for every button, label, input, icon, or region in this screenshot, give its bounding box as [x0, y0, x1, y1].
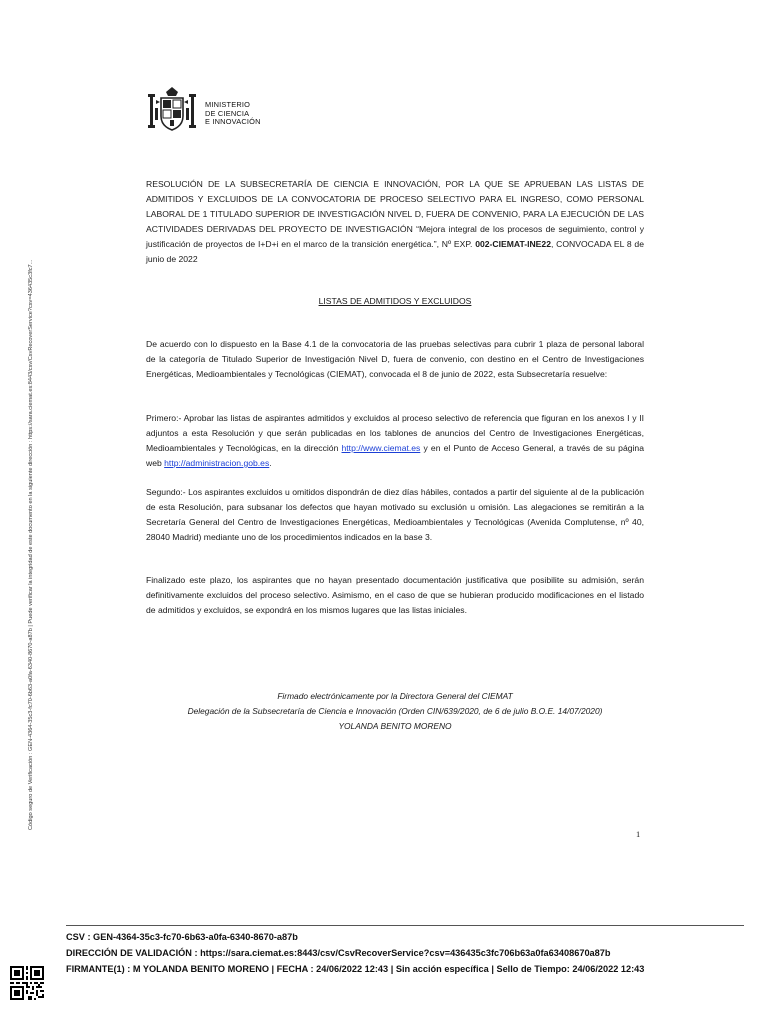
signature-name: YOLANDA BENITO MORENO: [338, 721, 452, 731]
section-heading: LISTAS DE ADMITIDOS Y EXCLUIDOS: [318, 296, 472, 306]
final-paragraph: Finalizado este plazo, los aspirantes que no hayan presentado documentación justificativa que posibilite su admisión, serán definitivamente excluidos del proceso selectivo. Asimismo, en el caso de que se hubieran producido modificaciones en el listado de admitidos y excluidos, se expondrá en los mismos lugares que las listas iniciales.: [146, 575, 644, 615]
exp-code: 002-CIEMAT-INE22: [475, 239, 551, 249]
qr-code-icon: [10, 966, 44, 1000]
ministry-line-2: DE CIENCIA: [205, 108, 250, 118]
primero-end: .: [269, 458, 272, 468]
ministry-line-3: E INNOVACIÓN: [205, 117, 261, 127]
resolution-title: [146, 177, 644, 267]
ministry-name: [205, 101, 261, 127]
primero-text: Primero:- Aprobar las listas de aspirantes admitidos y excluidos al proceso selectivo de referencia que figuran en los anexos I y II adjuntos a esta Resolución y que serán publicadas en los tablones de anuncios del Centro de Investigaciones Energéticas, Medioambientales y Tecnológicas, en la dirección: [146, 413, 644, 453]
signer-info: FIRMANTE(1) : M YOLANDA BENITO MORENO | FECHA : 24/06/2022 12:43 | Sin acción específica | Sello de Tiempo: 24/06/2022 12:43: [66, 964, 645, 974]
coat-of-arms-icon: [146, 86, 198, 136]
ciemat-link[interactable]: http://www.ciemat.es: [341, 443, 421, 453]
signature-line-2: Delegación de la Subsecretaría de Ciencia e Innovación (Orden CIN/639/2020, de 6 de julio B.O.E. 14/07/2020): [187, 706, 603, 716]
signature-line-1: Firmado electrónicamente por la Directora General del CIEMAT: [277, 691, 513, 701]
csv-side-note: Código seguro de Verificación : GEN-4364-35c3-fc70-6b63-a0fa-6340-8670-a87b | Puede verificar la integridad de este documento en la siguiente dirección : https://sara.ciemat.es:8443/csv/CsvRecoverService?csv=436435c3fc7...: [28, 259, 34, 830]
primero-paragraph: [146, 411, 644, 471]
administracion-link[interactable]: http://administracion.gob.es: [164, 458, 270, 468]
validation-address: DIRECCIÓN DE VALIDACIÓN : https://sara.ciemat.es:8443/csv/CsvRecoverService?csv=436435c3fc706b63a0fa63408670a87b: [66, 948, 611, 958]
signature-block: [146, 689, 644, 734]
title-tail: , CONVOCADA EL 8 de junio de 2022: [146, 239, 644, 264]
intro-paragraph: De acuerdo con lo dispuesto en la Base 4.1 de la convocatoria de las pruebas selectivas para cubrir 1 plaza de personal laboral de la categoría de Titulado Superior de Investigación Nivel D, fuera de convenio, con destino en el Centro de Investigaciones Energéticas, Medioambientales y Tecnológicas (CIEMAT), convocada el 8 de junio de 2022, esta Subsecretaría resuelve:: [146, 339, 644, 379]
verification-footer: [66, 929, 756, 977]
page-number: 1: [636, 830, 641, 839]
ministry-line-1: MINISTERIO: [205, 100, 251, 109]
footer-divider: [66, 925, 744, 926]
primero-mid: y en el Punto de Acceso General, a través de su página web: [146, 443, 644, 468]
ministry-logo: [146, 86, 276, 136]
csv-code: CSV : GEN-4364-35c3-fc70-6b63-a0fa-6340-8670-a87b: [66, 932, 298, 942]
title-text: RESOLUCIÓN DE LA SUBSECRETARÍA DE CIENCIA E INNOVACIÓN, POR LA QUE SE APRUEBAN LAS LISTAS DE ADMITIDOS Y EXCLUIDOS DE LA CONVOCATORIA DE PROCESO SELECTIVO PARA EL INGRESO, COMO PERSONAL LABORAL DE 1 TITULADO SUPERIOR DE INVESTIGACIÓN NIVEL D, FUERA DE CONVENIO, PARA LA EJECUCIÓN DE LAS ACTIVIDADES DERIVADAS DEL PROYECTO DE INVESTIGACIÓN “Mejora integral de los procesos de seguimiento, control y justificación de proyectos de I+D+i en el marco de la transición energética.”, Nº EXP.: [146, 179, 644, 249]
segundo-paragraph: Segundo:- Los aspirantes excluidos u omitidos dispondrán de diez días hábiles, contados a partir del siguiente al de la publicación de esta Resolución, para subsanar los defectos que hayan motivado su exclusión u omisión. Las alegaciones se remitirán a la Secretaría General del Centro de Investigaciones Energéticas, Medioambientales y Tecnológicas (Avenida Complutense, nº 40, 28040 Madrid) mediante uno de los procedimientos indicados en la base 3.: [146, 487, 644, 542]
